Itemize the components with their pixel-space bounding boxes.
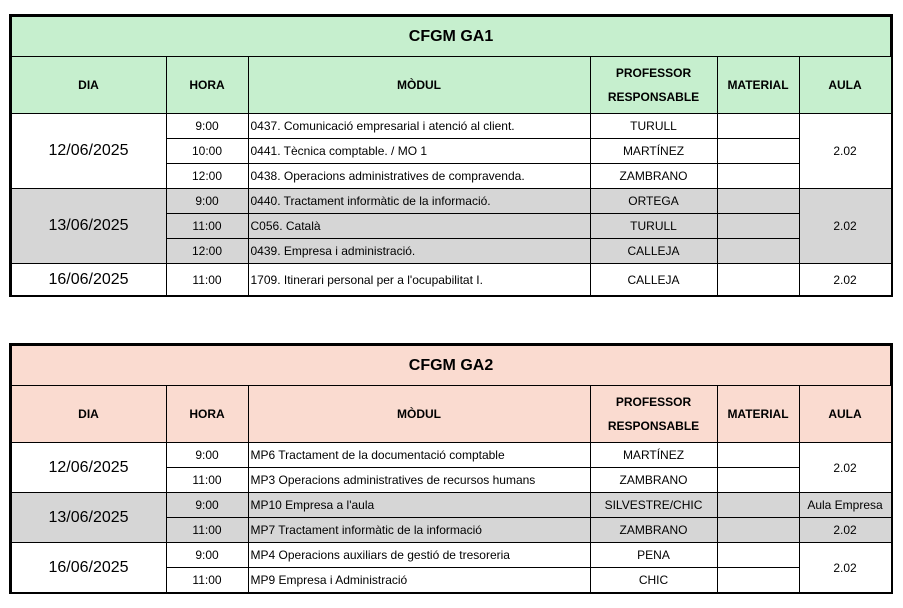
hora-cell: 9:00 (166, 189, 248, 214)
aula-cell: 2.02 (799, 518, 891, 543)
material-cell (717, 239, 799, 264)
professor-cell: TURULL (590, 214, 717, 239)
hora-cell: 12:00 (166, 239, 248, 264)
header-modul: MÒDUL (248, 57, 590, 114)
aula-cell: 2.02 (799, 443, 891, 493)
professor-cell: MARTÍNEZ (590, 443, 717, 468)
header-dia: DIA (11, 57, 166, 114)
material-cell (717, 264, 799, 296)
material-cell (717, 518, 799, 543)
hora-cell: 9:00 (166, 493, 248, 518)
header-professor (590, 57, 717, 114)
professor-cell: ZAMBRANO (590, 518, 717, 543)
aula-cell: 2.02 (799, 189, 891, 264)
header-professor-line1: PROFESSOR (615, 66, 692, 80)
modul-cell: MP4 Operacions auxiliars de gestió de tresoreria (248, 543, 590, 568)
header-modul: MÒDUL (248, 386, 590, 443)
header-aula: AULA (799, 386, 891, 443)
table-title: CFGM GA2 (11, 345, 891, 386)
hora-cell: 11:00 (166, 518, 248, 543)
professor-cell: MARTÍNEZ (590, 139, 717, 164)
material-cell (717, 443, 799, 468)
date-cell: 12/06/2025 (11, 443, 166, 493)
header-professor-line2: RESPONSABLE (607, 419, 700, 433)
modul-cell: MP9 Empresa i Administració (248, 568, 590, 593)
material-cell (717, 139, 799, 164)
hora-cell: 11:00 (166, 214, 248, 239)
modul-cell: MP10 Empresa a l'aula (248, 493, 590, 518)
date-cell: 16/06/2025 (11, 543, 166, 593)
table-row (11, 114, 891, 139)
material-cell (717, 189, 799, 214)
table-row (11, 264, 891, 296)
table-row (11, 493, 891, 518)
aula-cell: 2.02 (799, 543, 891, 593)
hora-cell: 11:00 (166, 468, 248, 493)
professor-cell: ZAMBRANO (590, 164, 717, 189)
header-hora: HORA (166, 57, 248, 114)
schedule-table-ga1 (10, 15, 892, 296)
header-material: MATERIAL (717, 386, 799, 443)
material-cell (717, 214, 799, 239)
table-row (11, 189, 891, 214)
header-hora: HORA (166, 386, 248, 443)
modul-cell: C056. Català (248, 214, 590, 239)
date-cell: 12/06/2025 (11, 114, 166, 189)
date-cell: 13/06/2025 (11, 189, 166, 264)
hora-cell: 12:00 (166, 164, 248, 189)
professor-cell: ZAMBRANO (590, 468, 717, 493)
header-professor-line2: RESPONSABLE (607, 90, 700, 104)
table-row (11, 543, 891, 568)
professor-cell: CALLEJA (590, 239, 717, 264)
material-cell (717, 568, 799, 593)
aula-cell: 2.02 (799, 114, 891, 189)
material-cell (717, 543, 799, 568)
header-material: MATERIAL (717, 57, 799, 114)
material-cell (717, 114, 799, 139)
modul-cell: 0441. Tècnica comptable. / MO 1 (248, 139, 590, 164)
aula-cell: Aula Empresa (799, 493, 891, 518)
modul-cell: 0437. Comunicació empresarial i atenció al client. (248, 114, 590, 139)
table-row (11, 443, 891, 468)
modul-cell: 1709. Itinerari personal per a l'ocupabilitat I. (248, 264, 590, 296)
hora-cell: 9:00 (166, 114, 248, 139)
professor-cell: ORTEGA (590, 189, 717, 214)
professor-cell: PENA (590, 543, 717, 568)
header-professor-line1: PROFESSOR (615, 395, 692, 409)
hora-cell: 11:00 (166, 264, 248, 296)
modul-cell: 0440. Tractament informàtic de la informació. (248, 189, 590, 214)
date-cell: 13/06/2025 (11, 493, 166, 543)
hora-cell: 11:00 (166, 568, 248, 593)
aula-cell: 2.02 (799, 264, 891, 296)
table-title: CFGM GA1 (11, 16, 891, 57)
modul-cell: MP7 Tractament informàtic de la informació (248, 518, 590, 543)
header-aula: AULA (799, 57, 891, 114)
professor-cell: SILVESTRE/CHIC (590, 493, 717, 518)
material-cell (717, 164, 799, 189)
hora-cell: 10:00 (166, 139, 248, 164)
date-cell: 16/06/2025 (11, 264, 166, 296)
professor-cell: TURULL (590, 114, 717, 139)
hora-cell: 9:00 (166, 443, 248, 468)
professor-cell: CHIC (590, 568, 717, 593)
header-professor (590, 386, 717, 443)
modul-cell: MP6 Tractament de la documentació comptable (248, 443, 590, 468)
professor-cell: CALLEJA (590, 264, 717, 296)
modul-cell: MP3 Operacions administratives de recursos humans (248, 468, 590, 493)
material-cell (717, 493, 799, 518)
modul-cell: 0439. Empresa i administració. (248, 239, 590, 264)
hora-cell: 9:00 (166, 543, 248, 568)
material-cell (717, 468, 799, 493)
modul-cell: 0438. Operacions administratives de compravenda. (248, 164, 590, 189)
header-dia: DIA (11, 386, 166, 443)
schedule-table-ga2 (10, 344, 892, 593)
